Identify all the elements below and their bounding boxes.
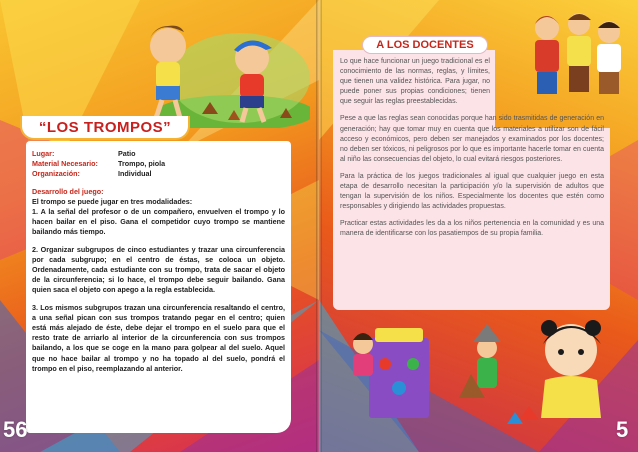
info-value: Patio xyxy=(118,149,136,158)
teachers-text xyxy=(340,57,604,247)
page-number-right: 5 xyxy=(616,417,629,442)
page-title: “LOS TROMPOS” xyxy=(38,118,172,136)
teachers-paragraph-1: Lo que hace funcionar un juego tradicional es el conocimiento de las normas, reglas, y límites, que tienen una validez histórica. Para jugar, no puede poner sus propias condiciones; tienen que seguir las reglas preestablecidas. xyxy=(340,58,490,106)
instruction-paragraph-2: 2. Organizar subgrupos de cinco estudiantes y trazar una circunferencia por cada subgrupo; en el centro de éstas, se coloca un objeto. Ordenadamente, cada estudiante con su trompo, trata de sacar el objeto de la circunferencia; si lo hace, el trompo debe seguir bailando. Gana quien saca el objeto con apego a la regla establecida. xyxy=(32,244,285,295)
children-toys-illustration xyxy=(339,308,629,433)
instruction-paragraph-3: 3. Los mismos subgrupos trazan una circunferencia resaltando el centro, a una señal pican con sus trompos tratando pegar en el centro; quien está más alejado de éste, debe dejar el trompo en el suelo para que el resto trate de arriarlo al interior de la circunferencia con sus trompos bailando, a los que se coge en la mano para golpear al del suelo. Aquel que no hace bailar al trompo y no ha topado al del suelo, pondrá el trompo en el piso, reemplazando al anterior. xyxy=(32,302,285,373)
info-value: Individual xyxy=(118,169,152,179)
page-title-box xyxy=(20,116,190,140)
teachers-heading: A LOS DOCENTES xyxy=(362,36,488,54)
kids-playing-trompos-illustration xyxy=(120,18,310,128)
info-label: Lugar: xyxy=(32,149,55,158)
info-label: Organización: xyxy=(32,169,80,179)
instruction-paragraph-1: El trompo se puede jugar en tres modalidades: 1. A la señal del profesor o de un compañero, envuelven el trompo y lo hacen bailar en el piso. Gana el competidor cuyo trompo se mantiene bailando más tiempo. xyxy=(32,196,285,237)
page-number-left: 56 xyxy=(3,417,28,442)
teachers-paragraph-3: Para la práctica de los juegos tradicionales al igual que cualquier juego en esta etapa de desarrollo necesitan la participación y/o la supervisión de adultos que tengan la supervisión de los niños. Especialmente los docentes que estén como responsables y dirigiendo las actividades propuestas. xyxy=(340,172,604,211)
info-row-place xyxy=(32,149,285,159)
game-instructions-panel xyxy=(26,141,291,433)
teachers-paragraph-2: Pese a que las reglas sean conocidas porque han sido trasmitidas de generación en generación; hay que tomar muy en cuenta que los materiales a utilizar son de fácil acceso y económicos, pero deben ser manejados y examinados por los docentes; no deben ser tóxicos, ni peligrosos por lo que es importante hacerle tomar en cuenta al niño las consecuencias del objeto, lo cual evitará riesgos posteriores. xyxy=(340,115,604,163)
info-row-organization xyxy=(32,169,285,179)
info-value: Trompo, piola xyxy=(118,159,166,169)
development-heading: Desarrollo del juego: xyxy=(32,186,104,196)
teachers-paragraph-4: Practicar estas actividades les da a los niños pertenencia en la comunidad y es una manera de identificarse con los pasatiempos de su propia familia. xyxy=(340,220,604,238)
info-row-material xyxy=(32,159,285,169)
book-spine xyxy=(316,0,322,452)
info-label: Material Necesario: xyxy=(32,159,98,169)
